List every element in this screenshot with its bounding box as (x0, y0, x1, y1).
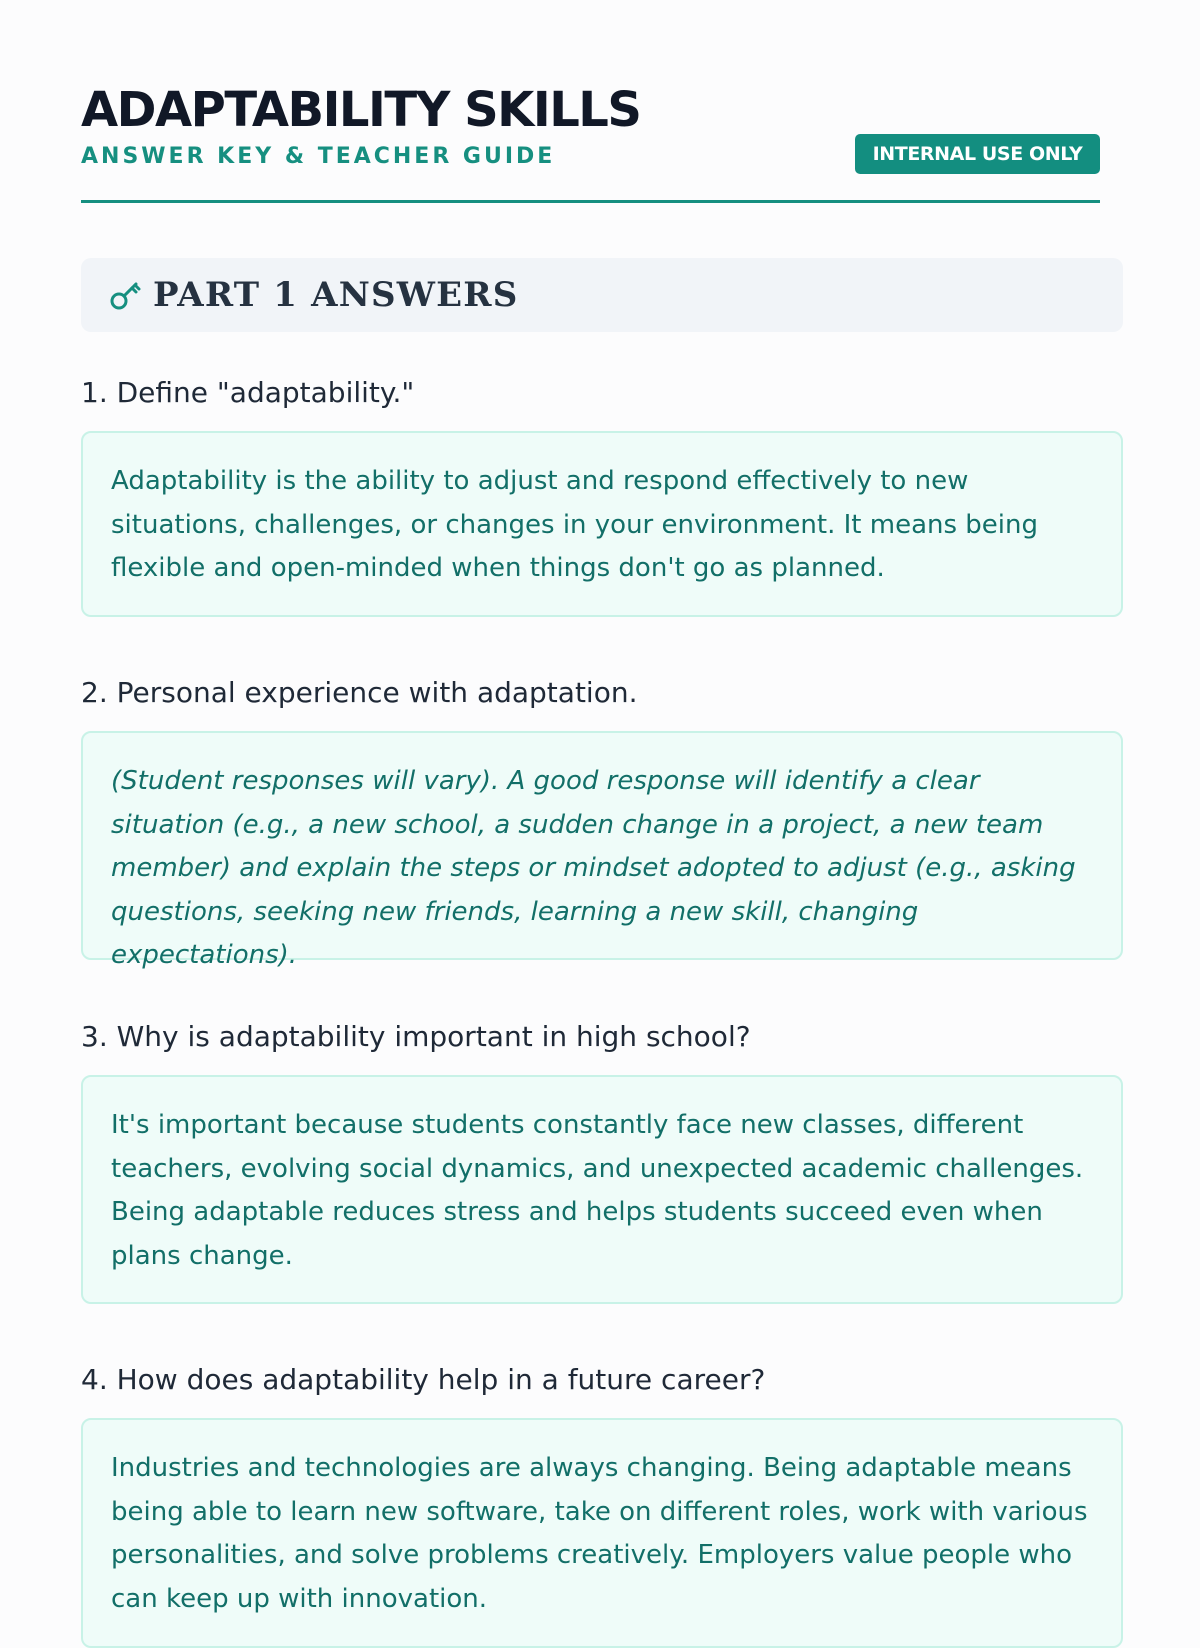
document-title: ADAPTABILITY SKILLS (81, 82, 641, 138)
answer-3: It's important because students constantly face new classes, different teachers, evolving social dynamics, and unexpected academic challenges. Being adaptable reduces stress and helps students succeed even when plans change. (81, 1075, 1123, 1304)
part-1-answers-section-header (81, 258, 1123, 332)
answer-2: (Student responses will vary). A good response will identify a clear situation (e.g., a new school, a sudden change in a project, a new team member) and explain the steps or mindset adopted to adjust (e.g., asking questions, seeking new friends, learning a new skill, changing expectations). (81, 731, 1123, 960)
answer-1: Adaptability is the ability to adjust and respond effectively to new situations, challenges, or changes in your environment. It means being flexible and open-minded when things don't go as planned. (81, 431, 1123, 617)
section-title: PART 1 ANSWERS (153, 275, 519, 315)
question-4: 4. How does adaptability help in a future career? (81, 1363, 766, 1396)
question-2: 2. Personal experience with adaptation. (81, 676, 638, 709)
answer-4: Industries and technologies are always changing. Being adaptable means being able to learn new software, take on different roles, work with various personalities, and solve problems creatively. Employers value people who can keep up with innovation. (81, 1418, 1123, 1648)
document-header (81, 0, 1100, 203)
document-subtitle: ANSWER KEY & TEACHER GUIDE (81, 144, 556, 169)
internal-use-badge: INTERNAL USE ONLY (855, 134, 1100, 174)
key-icon (108, 278, 142, 312)
question-3: 3. Why is adaptability important in high school? (81, 1020, 751, 1053)
question-1: 1. Define "adaptability." (81, 376, 415, 409)
